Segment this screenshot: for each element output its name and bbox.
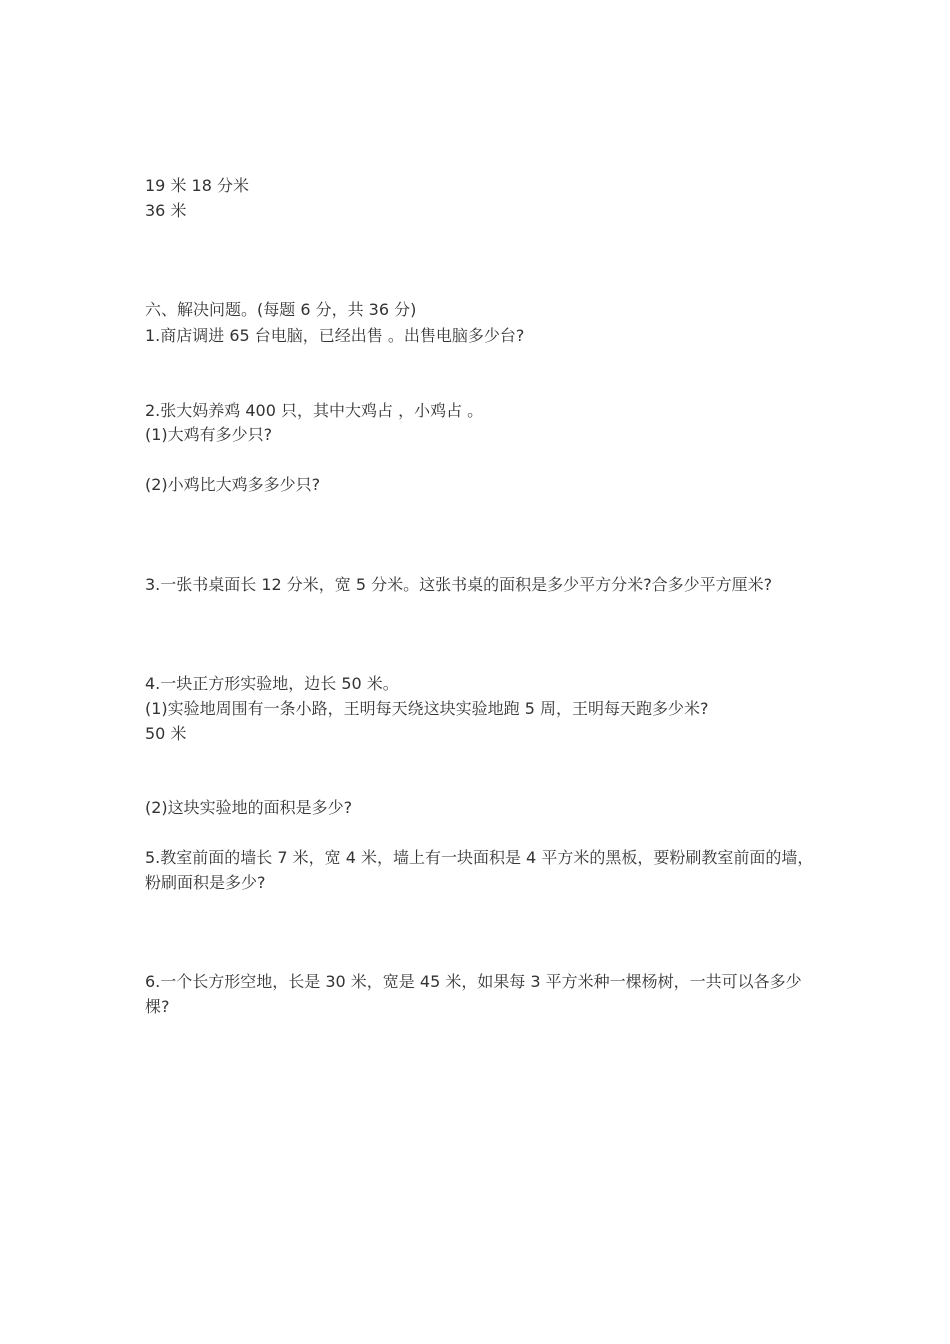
problem-4-question-2: (2)这块实验地的面积是多少?: [145, 798, 353, 817]
section-heading: 六、解决问题。(每题 6 分，共 36 分): [145, 300, 417, 319]
problem-4: 4.一块正方形实验地，边长 50 米。: [145, 674, 399, 693]
problem-4-question-1: (1)实验地周围有一条小路，王明每天绕这块实验地跑 5 周，王明每天跑多少米?: [145, 699, 709, 718]
problem-3: 3.一张书桌面长 12 分米，宽 5 分米。这张书桌的面积是多少平方分米?合多少平方厘米?: [145, 575, 773, 594]
problem-2-question-2: (2)小鸡比大鸡多多少只?: [145, 475, 321, 494]
problem-6-line-1: 6.一个长方形空地，长是 30 米，宽是 45 米，如果每 3 平方米种一棵杨树，一共可以各多少: [145, 972, 802, 991]
answer-line-2: 36 米: [145, 201, 187, 220]
problem-5-line-1: 5.教室前面的墙长 7 米，宽 4 米，墙上有一块面积是 4 平方米的黑板，要粉刷教室前面的墙，: [145, 848, 814, 867]
problem-4-figure-label: 50 米: [145, 724, 187, 743]
problem-2-question-1: (1)大鸡有多少只?: [145, 425, 273, 444]
problem-2: 2.张大妈养鸡 400 只，其中大鸡占 ，小鸡占 。: [145, 401, 484, 420]
problem-1: 1.商店调进 65 台电脑，已经出售 。出售电脑多少台?: [145, 326, 525, 345]
answer-line-1: 19 米 18 分米: [145, 176, 249, 195]
problem-5-line-2: 粉刷面积是多少?: [145, 873, 266, 892]
problem-6-line-2: 棵?: [145, 997, 170, 1016]
